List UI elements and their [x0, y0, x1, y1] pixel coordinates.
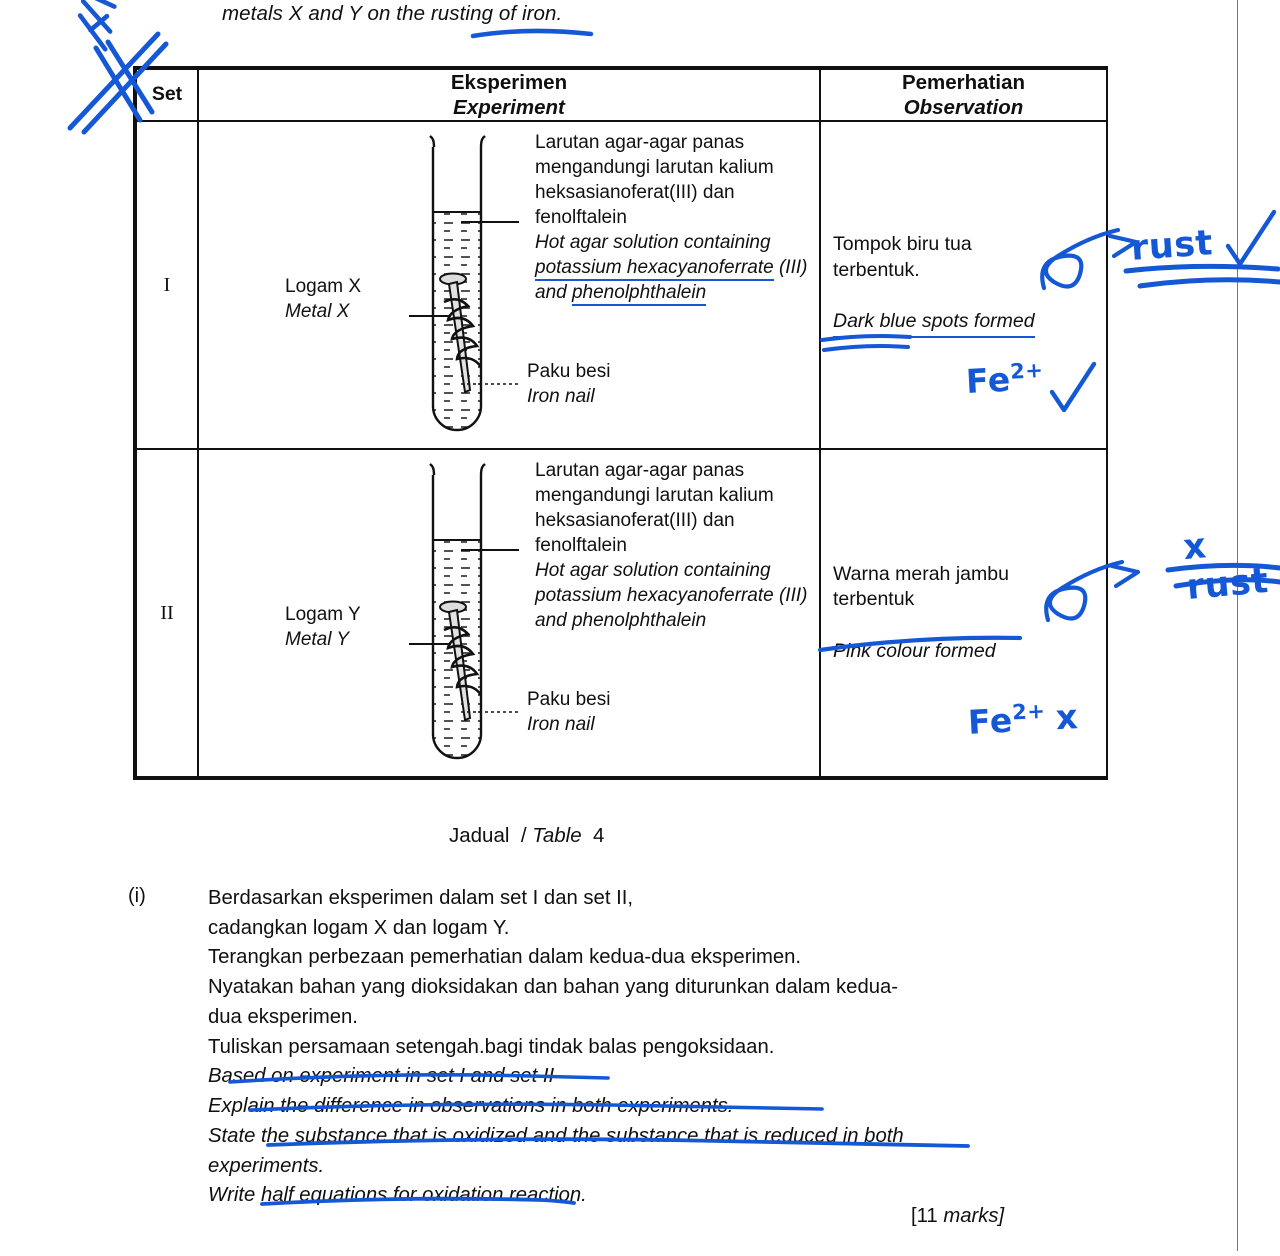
solution-description-2 [535, 458, 817, 634]
header-set-label: Set [151, 83, 183, 106]
ink-underline-rust-b [1140, 280, 1280, 286]
intro-sentence [222, 2, 562, 26]
ink-fe-charge-2: 2+ [1011, 698, 1046, 725]
solution-description-ms-2: Larutan agar-agar panas mengandungi larutan kalium heksasianoferat(III) dan fenolftalein [535, 460, 774, 557]
solution-description-en-line1-2: Hot agar solution containing [535, 560, 771, 582]
test-tube-diagram-1 [409, 134, 519, 434]
experiment-table [133, 66, 1108, 780]
solution-description-en-line1-1: Hot agar solution containing [535, 232, 771, 254]
question-en-line-2: State the substance that is oxidized and the substance that is reduced in both [208, 1124, 904, 1147]
test-tube-diagram-2 [409, 462, 519, 762]
caption-ms: Jadual [449, 824, 510, 847]
test-tube-icon [409, 462, 519, 762]
marks-allocation [911, 1205, 1004, 1228]
header-observation [820, 69, 1107, 121]
table-caption [449, 824, 604, 848]
header-observation-en: Observation [903, 96, 1024, 119]
question-number: (i) [128, 885, 146, 907]
question-ms-line-5: Tuliskan persamaan setengah.bagi tindak balas pengoksidaan. [208, 1035, 775, 1058]
question-body [208, 884, 1088, 1211]
observation-en-1: Dark blue spots formed [833, 309, 1035, 337]
nail-label-ms-1: Paku besi [527, 361, 611, 382]
observation-ms-2: Warna merah jambu terbentuk [833, 562, 1009, 611]
header-observation-ms: Pemerhatian [901, 71, 1026, 94]
table-row [136, 449, 1107, 777]
nail-label-2 [527, 688, 610, 737]
caption-separator: / [520, 824, 527, 847]
metal-label-en-2: Metal Y [285, 628, 350, 650]
observation-ms-1: Tompok biru tua terbentuk. [833, 233, 972, 281]
header-set [136, 69, 198, 121]
marks-word: marks] [943, 1205, 1005, 1227]
ink-check-rust [1228, 212, 1274, 264]
question-en-line-3: experiments. [208, 1154, 325, 1177]
set-label-cell-1: I [136, 121, 198, 449]
question-en-line-4: Write half equations for oxidation reaction. [208, 1184, 587, 1207]
experiment-cell-1 [198, 121, 820, 449]
solution-description-1 [535, 130, 817, 306]
solution-description-en-line3a-2: (III) and phenolphthalein [535, 585, 808, 632]
solution-description-en-line3b-1: phenolphthalein [572, 282, 706, 306]
question-ms-line-3: Nyatakan bahan yang dioksidakan dan bahan yang diturunkan dalam kedua- [208, 976, 899, 999]
solution-description-en-line2-2: potassium hexacyanoferrate [535, 585, 774, 607]
ink-fe-symbol-1: Fe [965, 359, 1012, 402]
marks-number: [11 [911, 1205, 944, 1227]
ink-fe-symbol-2: Fe [967, 700, 1014, 742]
metal-label-2 [285, 603, 361, 652]
ink-hw-note [66, 0, 145, 49]
ink-fe-charge-1: 2+ [1009, 357, 1044, 384]
caption-number: 4 [593, 824, 605, 847]
ink-underline-intro [473, 31, 591, 36]
solution-description-en-line2-1: potassium hexacyanoferrate [535, 257, 774, 281]
page-margin-rule [1237, 0, 1238, 1251]
ink-arrowhead-2 [1112, 566, 1138, 586]
ink-underline-rust-a [1126, 266, 1278, 271]
question-en-line-0: Based on experiment in set I and set II [208, 1065, 555, 1088]
solution-description-ms-1: Larutan agar-agar panas mengandungi larutan kalium heksasianoferat(III) dan fenolftalein [535, 132, 774, 229]
question-ms-line-4: dua eksperimen. [208, 1005, 358, 1028]
ink-note-x-rust: x rust [1181, 526, 1271, 608]
metal-label-ms-1: Logam X [285, 276, 362, 297]
ink-note-rust: rust [1129, 223, 1215, 269]
ink-underline-xrust-b [1176, 580, 1280, 586]
question-ms-line-1: cadangkan logam X dan logam Y. [208, 916, 510, 939]
experiment-cell-2 [198, 449, 820, 777]
nail-label-ms-2: Paku besi [527, 689, 611, 710]
test-tube-icon [409, 134, 519, 434]
caption-en: Table [532, 824, 582, 847]
metal-label-ms-2: Logam Y [285, 604, 361, 625]
nail-label-1 [527, 360, 610, 409]
solution-description-en-line3a-1: (III) and [535, 257, 808, 304]
nail-label-en-2: Iron nail [527, 713, 595, 735]
observation-cell-1 [820, 121, 1107, 449]
intro-text: metals X and Y on the rusting of iron. [222, 2, 563, 25]
observation-cell-2 [820, 449, 1107, 777]
table-row [136, 121, 1107, 449]
metal-label-1 [285, 275, 361, 324]
question-ms-line-0: Berdasarkan eksperimen dalam set I dan set II, [208, 887, 633, 909]
table-header-row [136, 69, 1107, 121]
set-label-cell-2: II [136, 449, 198, 777]
header-experiment [198, 69, 820, 121]
question-ms-line-2: Terangkan perbezaan pemerhatian dalam kedua-dua eksperimen. [208, 946, 802, 969]
ink-cross-fe-2: x [1054, 697, 1080, 739]
nail-label-en-1: Iron nail [527, 385, 595, 407]
observation-en-2: Pink colour formed [833, 639, 996, 662]
ink-underline-xrust-a [1168, 565, 1280, 570]
header-experiment-ms: Eksperimen [450, 71, 568, 94]
ink-arrowhead-1 [1110, 236, 1136, 256]
metal-label-en-1: Metal X [285, 300, 350, 322]
header-experiment-en: Experiment [453, 96, 565, 119]
question-en-line-1: Explain the difference in observations in both experiments. [208, 1095, 734, 1118]
